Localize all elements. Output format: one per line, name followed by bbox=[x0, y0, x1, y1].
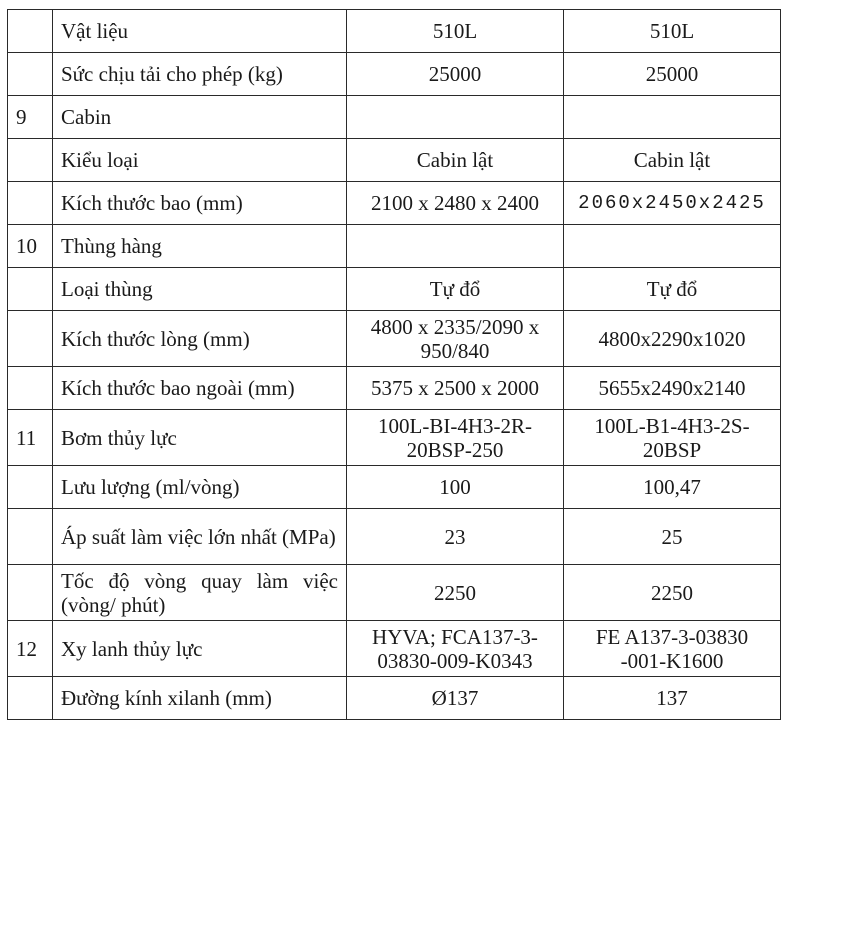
spec-value-a: Cabin lật bbox=[347, 139, 564, 182]
spec-value-b: 137 bbox=[564, 677, 781, 720]
table-row-body-type bbox=[8, 268, 781, 311]
spec-value-b: 100,47 bbox=[564, 466, 781, 509]
row-number bbox=[8, 311, 53, 367]
spec-value-a: 5375 x 2500 x 2000 bbox=[347, 367, 564, 410]
spec-value-a: HYVA; FCA137-3-03830-009-K0343 bbox=[347, 621, 564, 677]
section-title: Xy lanh thủy lực bbox=[53, 621, 347, 677]
section-title: Bơm thủy lực bbox=[53, 410, 347, 466]
table-row-flow-rate bbox=[8, 466, 781, 509]
spec-table bbox=[7, 9, 781, 720]
table-row-rotation-speed bbox=[8, 565, 781, 621]
spec-value-a: 100 bbox=[347, 466, 564, 509]
spec-name: Áp suất làm việc lớn nhất (MPa) bbox=[53, 509, 347, 565]
row-number bbox=[8, 10, 53, 53]
spec-name: Kích thước lòng (mm) bbox=[53, 311, 347, 367]
table-row-hydraulic-pump bbox=[8, 410, 781, 466]
spec-value-a: 100L-BI-4H3-2R-20BSP-250 bbox=[347, 410, 564, 466]
spec-value-b: 2250 bbox=[564, 565, 781, 621]
row-number: 11 bbox=[8, 410, 53, 466]
spec-name: Kiểu loại bbox=[53, 139, 347, 182]
table-row-cargo-section bbox=[8, 225, 781, 268]
spec-value-b: 2060x2450x2425 bbox=[564, 182, 781, 225]
table-row-cylinder-diameter bbox=[8, 677, 781, 720]
table-row-cabin-type bbox=[8, 139, 781, 182]
row-number bbox=[8, 367, 53, 410]
spec-value-a bbox=[347, 225, 564, 268]
spec-name: Lưu lượng (ml/vòng) bbox=[53, 466, 347, 509]
row-number: 12 bbox=[8, 621, 53, 677]
table-row-inner-dimensions bbox=[8, 311, 781, 367]
spec-value-b: Cabin lật bbox=[564, 139, 781, 182]
spec-value-a: 510L bbox=[347, 10, 564, 53]
spec-value-b bbox=[564, 96, 781, 139]
table-row-max-pressure bbox=[8, 509, 781, 565]
spec-value-a bbox=[347, 96, 564, 139]
spec-value-a: Tự đổ bbox=[347, 268, 564, 311]
row-number bbox=[8, 139, 53, 182]
spec-value-a: Ø137 bbox=[347, 677, 564, 720]
row-number: 10 bbox=[8, 225, 53, 268]
spec-value-b: FE A137-3-03830 -001-K1600 bbox=[564, 621, 781, 677]
spec-name: Kích thước bao ngoài (mm) bbox=[53, 367, 347, 410]
spec-value-b: 510L bbox=[564, 10, 781, 53]
spec-name: Sức chịu tải cho phép (kg) bbox=[53, 53, 347, 96]
spec-name: Đường kính xilanh (mm) bbox=[53, 677, 347, 720]
spec-value-b: 25000 bbox=[564, 53, 781, 96]
spec-value-a: 23 bbox=[347, 509, 564, 565]
spec-value-b: 4800x2290x1020 bbox=[564, 311, 781, 367]
spec-name: Loại thùng bbox=[53, 268, 347, 311]
spec-value-a: 4800 x 2335/2090 x 950/840 bbox=[347, 311, 564, 367]
table-row-cabin-section bbox=[8, 96, 781, 139]
spec-value-b: 5655x2490x2140 bbox=[564, 367, 781, 410]
spec-value-b: 100L-B1-4H3-2S-20BSP bbox=[564, 410, 781, 466]
table-row-load-capacity bbox=[8, 53, 781, 96]
row-number bbox=[8, 53, 53, 96]
spec-value-b: Tự đổ bbox=[564, 268, 781, 311]
spec-value-a: 2100 x 2480 x 2400 bbox=[347, 182, 564, 225]
row-number bbox=[8, 466, 53, 509]
section-title: Thùng hàng bbox=[53, 225, 347, 268]
spec-value-a: 25000 bbox=[347, 53, 564, 96]
section-title: Cabin bbox=[53, 96, 347, 139]
row-number bbox=[8, 182, 53, 225]
spec-value-b: 25 bbox=[564, 509, 781, 565]
spec-name: Tốc độ vòng quay làm việc (vòng/ phút) bbox=[53, 565, 347, 621]
row-number: 9 bbox=[8, 96, 53, 139]
spec-value-a: 2250 bbox=[347, 565, 564, 621]
spec-name: Vật liệu bbox=[53, 10, 347, 53]
row-number bbox=[8, 268, 53, 311]
row-number bbox=[8, 509, 53, 565]
row-number bbox=[8, 565, 53, 621]
table-row-hydraulic-cylinder bbox=[8, 621, 781, 677]
spec-name: Kích thước bao (mm) bbox=[53, 182, 347, 225]
table-row-material bbox=[8, 10, 781, 53]
table-row-cabin-dimensions bbox=[8, 182, 781, 225]
row-number bbox=[8, 677, 53, 720]
table-row-outer-dimensions bbox=[8, 367, 781, 410]
spec-value-b bbox=[564, 225, 781, 268]
